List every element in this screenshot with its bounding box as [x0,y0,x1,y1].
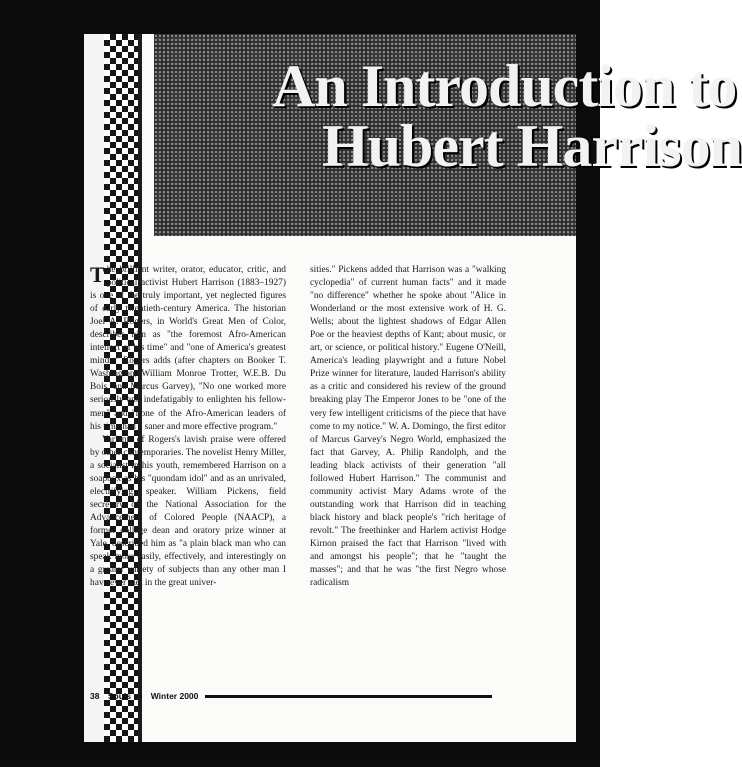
issue-date: Winter 2000 [150,691,199,701]
paragraph [90,264,286,434]
title-line-1: An Introduction to [272,53,737,119]
footer-separator: • [139,691,143,701]
article-title [154,53,742,179]
scan-border-top [84,0,576,34]
page-footer [90,691,204,701]
drop-cap: T [90,262,105,287]
title-banner [154,34,742,236]
paragraph-text: he brilliant writer, orator, educator, critic, and political activist Hubert Harrison (1883–1927) is one of the truly important, yet neglected figures of early twentieth-century America. The historian Joel A. Rogers, in World's Great Men of Color, describes him as "the foremost Afro-American intellect of his time" and "one of America's greatest minds." Rogers adds (after chapters on Booker T. Washington, William Monroe Trotter, W.E.B. Du Bois, and Marcus Garvey), "No one worked more seriously and indefatigably to enlighten his fellow-men" and "none of the Afro-American leaders of his time had a saner and more effective program." [90,265,286,432]
paragraph: Variants of Rogers's lavish praise were offered by other contemporaries. The novelist Henry Miller, a socialist in his youth, remembered Harrison on a soapbox as his "quondam idol" and as an unrivaled, electrifying, speaker. William Pickens, field secretary of the National Association for the Advancement of Colored People (NAACP), a former college dean and oratory prize winner at Yale, described him as "a plain black man who can speak more easily, effectively, and interestingly on a greater variety of subjects than any other man I have ever met in the great univer- [90,434,286,589]
scan-border-bottom [84,742,576,767]
title-line-2: Hubert Harrison [322,113,742,179]
scan-border-left [0,0,84,767]
page-number: 38 [90,691,100,701]
publication-name: Souls [107,691,131,701]
body-column-right [310,264,506,590]
body-column-left [90,264,286,590]
paragraph: sities." Pickens added that Harrison was a "walking cyclopedia" of current human facts" and it made "no difference" whether he spoke about "Alice in Wonderland or the most extensive work of H. G. Wells; about the lightest shadows of Edgar Allen Poe or the heaviest depths of Kant; about music, or art, or science, or political history." Eugene O'Neill, America's leading playwright and a future Nobel Prize winner for literature, lauded Harrison's ability as a critic and considered his review of the ground breaking play The Emperor Jones to be "one of the very few intelligent criticisms of the piece that have come to my notice." W. A. Domingo, the first editor of Marcus Garvey's Negro World, emphasized the fact that Garvey, A. Philip Randolph, and the leading black activists of their generation "all followed Hubert Harrison." The communist and community activist Mary Adams wrote of the outstanding work that Harrison did in teaching black history and black people's "rich heritage of revolt." The freethinker and Harlem activist Hodge Kirnon praised the fact that Harrison "lived with and amongst his people"; that he "taught the masses"; and that he was "the first Negro whose radicalism [310,265,506,589]
footer-rule [205,695,492,698]
